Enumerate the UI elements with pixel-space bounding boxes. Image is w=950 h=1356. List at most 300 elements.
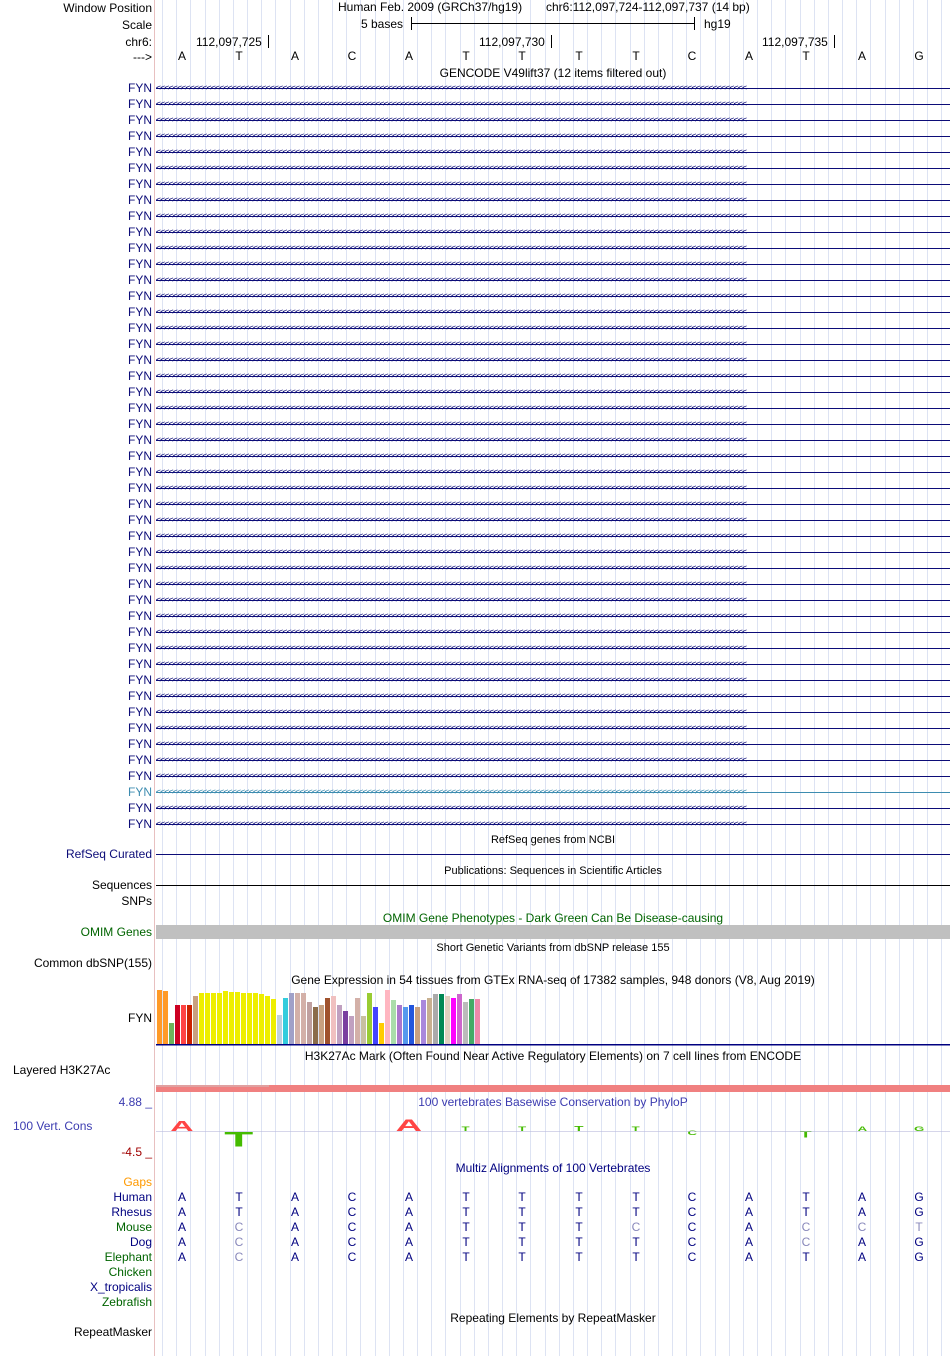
alignment-base: A <box>744 1220 753 1234</box>
conservation-label[interactable]: 100 Vert. Cons <box>13 1119 93 1133</box>
gtex-tissue-bar[interactable] <box>391 1000 396 1044</box>
gtex-tissue-bar[interactable] <box>193 996 198 1044</box>
scale-bar-left-tick <box>411 17 412 30</box>
track-display[interactable] <box>156 0 950 1356</box>
h3k27ac-signal[interactable] <box>156 1085 950 1092</box>
gencode-transcript[interactable] <box>156 801 950 815</box>
alignment-base: T <box>518 1190 526 1204</box>
gencode-transcript[interactable] <box>156 705 950 719</box>
gencode-gene-label[interactable]: FYN <box>128 113 152 127</box>
alignment-base: T <box>802 1250 810 1264</box>
gencode-transcript[interactable] <box>156 673 950 687</box>
alignment-base: A <box>290 1220 299 1234</box>
refseq-gene-line[interactable] <box>156 854 950 855</box>
reference-base: T <box>802 49 810 63</box>
alignment-base: T <box>575 1190 583 1204</box>
alignment-base: C <box>347 1205 357 1219</box>
gencode-gene-label[interactable]: FYN <box>128 353 152 367</box>
gencode-transcript[interactable] <box>156 753 950 767</box>
reference-base: A <box>857 49 866 63</box>
gencode-transcript[interactable] <box>156 177 950 191</box>
reference-base: C <box>687 49 697 63</box>
reference-base: T <box>462 49 470 63</box>
alignment-base: A <box>857 1250 866 1264</box>
alignment-base: T <box>235 1190 243 1204</box>
gencode-transcript[interactable] <box>156 497 950 511</box>
alignment-base: T <box>462 1220 470 1234</box>
refseq-label[interactable]: RefSeq Curated <box>65 847 152 861</box>
gencode-gene-label[interactable]: FYN <box>128 449 152 463</box>
gtex-tissue-bar[interactable] <box>223 991 228 1044</box>
gencode-transcript[interactable] <box>156 113 950 127</box>
gencode-gene-label[interactable]: FYN <box>128 433 152 447</box>
gtex-tissue-bar[interactable] <box>175 1005 180 1044</box>
gtex-tissue-bar[interactable] <box>205 993 210 1044</box>
coord-tick-mark-2 <box>551 35 552 48</box>
chr-label: chr6: <box>125 35 152 49</box>
conservation-max-label: 4.88 _ <box>118 1095 152 1109</box>
alignment-base: C <box>687 1235 697 1249</box>
alignment-base: C <box>347 1235 357 1249</box>
gtex-tissue-bar[interactable] <box>475 999 480 1044</box>
gtex-tissue-bar[interactable] <box>259 994 264 1044</box>
gencode-gene-label[interactable]: FYN <box>128 273 152 287</box>
strand-arrows-icon: <<<<<<<<<<<<<<<<<<<<<<<<<<<<<<<<<<<<<<<<<<<<<<<<<<<<<<<<<<<<<<<<<<<<<<<<<<<<<<<<<<<<<<<<<<<<<<<<<<<<<<<<<<<<<<<<<<<<<<<<<<<<<<<<<<<<<<<<<<<< <box>156 803 747 812</box>
scale-db: hg19 <box>704 17 731 31</box>
strand-arrows-icon: <<<<<<<<<<<<<<<<<<<<<<<<<<<<<<<<<<<<<<<<<<<<<<<<<<<<<<<<<<<<<<<<<<<<<<<<<<<<<<<<<<<<<<<<<<<<<<<<<<<<<<<<<<<<<<<<<<<<<<<<<<<<<<<<<<<<<<<<<<<< <box>156 131 747 140</box>
alignment-base: A <box>404 1205 413 1219</box>
species-label: Human <box>113 1190 152 1204</box>
omim-label[interactable]: OMIM Genes <box>80 925 152 939</box>
strand-arrows-icon: <<<<<<<<<<<<<<<<<<<<<<<<<<<<<<<<<<<<<<<<<<<<<<<<<<<<<<<<<<<<<<<<<<<<<<<<<<<<<<<<<<<<<<<<<<<<<<<<<<<<<<<<<<<<<<<<<<<<<<<<<<<<<<<<<<<<<<<<<<<< <box>156 787 747 796</box>
gtex-tissue-bar[interactable] <box>169 1023 174 1044</box>
gencode-track-title: GENCODE V49lift37 (12 items filtered out) <box>439 66 667 80</box>
alignment-base: A <box>857 1205 866 1219</box>
gencode-gene-label[interactable]: FYN <box>128 753 152 767</box>
species-label: Dog <box>129 1235 152 1249</box>
gencode-transcript[interactable] <box>156 545 950 559</box>
gtex-bar-chart[interactable] <box>156 988 950 1046</box>
gencode-gene-label[interactable]: FYN <box>128 801 152 815</box>
gtex-tissue-bar[interactable] <box>277 1015 282 1044</box>
coord-tick-2: 112,097,730 <box>479 35 545 49</box>
gencode-transcript[interactable] <box>156 129 950 143</box>
gencode-transcript[interactable] <box>156 529 950 543</box>
gtex-tissue-bar[interactable] <box>409 1005 414 1044</box>
gencode-transcript[interactable] <box>156 721 950 735</box>
alignment-base: T <box>575 1235 583 1249</box>
repeatmasker-label[interactable]: RepeatMasker <box>73 1325 152 1339</box>
phylop-base-glyph: A <box>395 1116 423 1136</box>
gencode-gene-label[interactable]: FYN <box>128 337 152 351</box>
gencode-gene-label[interactable]: FYN <box>128 417 152 431</box>
gencode-transcript[interactable] <box>156 257 950 271</box>
strand-arrows-icon: <<<<<<<<<<<<<<<<<<<<<<<<<<<<<<<<<<<<<<<<<<<<<<<<<<<<<<<<<<<<<<<<<<<<<<<<<<<<<<<<<<<<<<<<<<<<<<<<<<<<<<<<<<<<<<<<<<<<<<<<<<<<<<<<<<<<<<<<<<<< <box>156 419 747 428</box>
strand-arrows-icon: <<<<<<<<<<<<<<<<<<<<<<<<<<<<<<<<<<<<<<<<<<<<<<<<<<<<<<<<<<<<<<<<<<<<<<<<<<<<<<<<<<<<<<<<<<<<<<<<<<<<<<<<<<<<<<<<<<<<<<<<<<<<<<<<<<<<<<<<<<<< <box>156 291 747 300</box>
gencode-gene-label[interactable]: FYN <box>128 593 152 607</box>
strand-arrows-icon: <<<<<<<<<<<<<<<<<<<<<<<<<<<<<<<<<<<<<<<<<<<<<<<<<<<<<<<<<<<<<<<<<<<<<<<<<<<<<<<<<<<<<<<<<<<<<<<<<<<<<<<<<<<<<<<<<<<<<<<<<<<<<<<<<<<<<<<<<<<< <box>156 307 747 316</box>
phylop-base-glyph: T <box>224 1127 254 1152</box>
gencode-gene-label[interactable]: FYN <box>128 177 152 191</box>
phylop-base-glyph: C <box>687 1130 698 1137</box>
alignment-base: T <box>462 1235 470 1249</box>
gtex-tissue-bar[interactable] <box>331 996 336 1044</box>
alignment-base: T <box>632 1250 640 1264</box>
gencode-gene-label[interactable]: FYN <box>128 785 152 799</box>
alignment-base: G <box>914 1235 924 1249</box>
gtex-tissue-bar[interactable] <box>415 1007 420 1044</box>
gencode-gene-label[interactable]: FYN <box>128 641 152 655</box>
gencode-gene-label[interactable]: FYN <box>128 97 152 111</box>
alignment-base: C <box>347 1220 357 1234</box>
gencode-transcript[interactable] <box>156 625 950 639</box>
alignment-base: A <box>290 1250 299 1264</box>
alignment-base: T <box>518 1235 526 1249</box>
gtex-tissue-bar[interactable] <box>199 993 204 1044</box>
phylop-base-glyph: T <box>461 1126 470 1133</box>
gencode-transcript[interactable] <box>156 241 950 255</box>
gtex-tissue-bar[interactable] <box>445 996 450 1044</box>
strand-arrows-icon: <<<<<<<<<<<<<<<<<<<<<<<<<<<<<<<<<<<<<<<<<<<<<<<<<<<<<<<<<<<<<<<<<<<<<<<<<<<<<<<<<<<<<<<<<<<<<<<<<<<<<<<<<<<<<<<<<<<<<<<<<<<<<<<<<<<<<<<<<<<< <box>156 259 747 268</box>
strand-arrows-icon: <<<<<<<<<<<<<<<<<<<<<<<<<<<<<<<<<<<<<<<<<<<<<<<<<<<<<<<<<<<<<<<<<<<<<<<<<<<<<<<<<<<<<<<<<<<<<<<<<<<<<<<<<<<<<<<<<<<<<<<<<<<<<<<<<<<<<<<<<<<< <box>156 499 747 508</box>
phylop-logo[interactable] <box>156 1110 950 1160</box>
phylop-base-glyph: T <box>518 1126 527 1133</box>
gencode-gene-label[interactable]: FYN <box>128 161 152 175</box>
h3k27ac-label[interactable]: Layered H3K27Ac <box>13 1063 111 1077</box>
gtex-tissue-bar[interactable] <box>373 1007 378 1044</box>
gencode-transcript[interactable] <box>156 737 950 751</box>
reference-base: A <box>290 49 299 63</box>
gencode-gene-label[interactable]: FYN <box>128 497 152 511</box>
strand-arrows-icon: <<<<<<<<<<<<<<<<<<<<<<<<<<<<<<<<<<<<<<<<<<<<<<<<<<<<<<<<<<<<<<<<<<<<<<<<<<<<<<<<<<<<<<<<<<<<<<<<<<<<<<<<<<<<<<<<<<<<<<<<<<<<<<<<<<<<<<<<<<<< <box>156 179 747 188</box>
strand-arrows-icon: <<<<<<<<<<<<<<<<<<<<<<<<<<<<<<<<<<<<<<<<<<<<<<<<<<<<<<<<<<<<<<<<<<<<<<<<<<<<<<<<<<<<<<<<<<<<<<<<<<<<<<<<<<<<<<<<<<<<<<<<<<<<<<<<<<<<<<<<<<<< <box>156 723 747 732</box>
gtex-tissue-bar[interactable] <box>313 1007 318 1044</box>
strand-arrows-icon: <<<<<<<<<<<<<<<<<<<<<<<<<<<<<<<<<<<<<<<<<<<<<<<<<<<<<<<<<<<<<<<<<<<<<<<<<<<<<<<<<<<<<<<<<<<<<<<<<<<<<<<<<<<<<<<<<<<<<<<<<<<<<<<<<<<<<<<<<<<< <box>156 147 747 156</box>
strand-arrows-icon: <<<<<<<<<<<<<<<<<<<<<<<<<<<<<<<<<<<<<<<<<<<<<<<<<<<<<<<<<<<<<<<<<<<<<<<<<<<<<<<<<<<<<<<<<<<<<<<<<<<<<<<<<<<<<<<<<<<<<<<<<<<<<<<<<<<<<<<<<<<< <box>156 819 747 828</box>
snps-label[interactable]: SNPs <box>121 894 152 908</box>
gencode-gene-label[interactable]: FYN <box>128 145 152 159</box>
gencode-gene-label[interactable]: FYN <box>128 609 152 623</box>
gencode-transcript[interactable] <box>156 513 950 527</box>
conservation-min-label: -4.5 _ <box>121 1145 152 1159</box>
alignment-base: T <box>632 1205 640 1219</box>
alignment-base: A <box>177 1235 186 1249</box>
species-label: Zebrafish <box>101 1295 152 1309</box>
alignment-base: T <box>518 1220 526 1234</box>
gencode-gene-label[interactable]: FYN <box>128 209 152 223</box>
gtex-tissue-bar[interactable] <box>325 998 330 1044</box>
strand-arrows-icon: <<<<<<<<<<<<<<<<<<<<<<<<<<<<<<<<<<<<<<<<<<<<<<<<<<<<<<<<<<<<<<<<<<<<<<<<<<<<<<<<<<<<<<<<<<<<<<<<<<<<<<<<<<<<<<<<<<<<<<<<<<<<<<<<<<<<<<<<<<<< <box>156 547 747 556</box>
strand-arrows-icon: <<<<<<<<<<<<<<<<<<<<<<<<<<<<<<<<<<<<<<<<<<<<<<<<<<<<<<<<<<<<<<<<<<<<<<<<<<<<<<<<<<<<<<<<<<<<<<<<<<<<<<<<<<<<<<<<<<<<<<<<<<<<<<<<<<<<<<<<<<<< <box>156 163 747 172</box>
gtex-tissue-bar[interactable] <box>157 990 162 1044</box>
gtex-tissue-bar[interactable] <box>469 999 474 1044</box>
gtex-tissue-bar[interactable] <box>247 993 252 1044</box>
gtex-tissue-bar[interactable] <box>217 993 222 1044</box>
gencode-gene-label[interactable]: FYN <box>128 385 152 399</box>
publications-line[interactable] <box>156 885 950 886</box>
strand-arrows-icon: <<<<<<<<<<<<<<<<<<<<<<<<<<<<<<<<<<<<<<<<<<<<<<<<<<<<<<<<<<<<<<<<<<<<<<<<<<<<<<<<<<<<<<<<<<<<<<<<<<<<<<<<<<<<<<<<<<<<<<<<<<<<<<<<<<<<<<<<<<<< <box>156 195 747 204</box>
gtex-tissue-bar[interactable] <box>283 998 288 1044</box>
alignment-base: C <box>631 1220 641 1234</box>
alignment-base: C <box>687 1220 697 1234</box>
gencode-gene-label[interactable]: FYN <box>128 321 152 335</box>
strand-arrows-icon: <<<<<<<<<<<<<<<<<<<<<<<<<<<<<<<<<<<<<<<<<<<<<<<<<<<<<<<<<<<<<<<<<<<<<<<<<<<<<<<<<<<<<<<<<<<<<<<<<<<<<<<<<<<<<<<<<<<<<<<<<<<<<<<<<<<<<<<<<<<< <box>156 771 747 780</box>
h3k27ac-signal-shoulder <box>156 1085 269 1087</box>
gencode-gene-label[interactable]: FYN <box>128 721 152 735</box>
gtex-tissue-bar[interactable] <box>265 996 270 1044</box>
alignment-base: A <box>290 1235 299 1249</box>
gtex-tissue-bar[interactable] <box>349 1016 354 1044</box>
gencode-gene-label[interactable]: FYN <box>128 129 152 143</box>
gencode-transcript[interactable] <box>156 305 950 319</box>
alignment-base: C <box>801 1220 811 1234</box>
reference-base: T <box>575 49 583 63</box>
gencode-transcript[interactable] <box>156 321 950 335</box>
strand-arrows-icon: <<<<<<<<<<<<<<<<<<<<<<<<<<<<<<<<<<<<<<<<<<<<<<<<<<<<<<<<<<<<<<<<<<<<<<<<<<<<<<<<<<<<<<<<<<<<<<<<<<<<<<<<<<<<<<<<<<<<<<<<<<<<<<<<<<<<<<<<<<<< <box>156 243 747 252</box>
alignment-base: C <box>347 1190 357 1204</box>
strand-arrows-icon: <<<<<<<<<<<<<<<<<<<<<<<<<<<<<<<<<<<<<<<<<<<<<<<<<<<<<<<<<<<<<<<<<<<<<<<<<<<<<<<<<<<<<<<<<<<<<<<<<<<<<<<<<<<<<<<<<<<<<<<<<<<<<<<<<<<<<<<<<<<< <box>156 339 747 348</box>
dbsnp-label[interactable]: Common dbSNP(155) <box>33 956 152 970</box>
strand-arrows-icon: <<<<<<<<<<<<<<<<<<<<<<<<<<<<<<<<<<<<<<<<<<<<<<<<<<<<<<<<<<<<<<<<<<<<<<<<<<<<<<<<<<<<<<<<<<<<<<<<<<<<<<<<<<<<<<<<<<<<<<<<<<<<<<<<<<<<<<<<<<<< <box>156 563 747 572</box>
alignment-base: A <box>177 1205 186 1219</box>
gencode-gene-label[interactable]: FYN <box>128 225 152 239</box>
reference-base: T <box>518 49 526 63</box>
publications-track-title: Publications: Sequences in Scientific Articles <box>444 865 662 877</box>
strand-arrows-icon: <<<<<<<<<<<<<<<<<<<<<<<<<<<<<<<<<<<<<<<<<<<<<<<<<<<<<<<<<<<<<<<<<<<<<<<<<<<<<<<<<<<<<<<<<<<<<<<<<<<<<<<<<<<<<<<<<<<<<<<<<<<<<<<<<<<<<<<<<<<< <box>156 659 747 668</box>
gtex-tissue-bar[interactable] <box>385 990 390 1044</box>
strand-arrows-icon: <<<<<<<<<<<<<<<<<<<<<<<<<<<<<<<<<<<<<<<<<<<<<<<<<<<<<<<<<<<<<<<<<<<<<<<<<<<<<<<<<<<<<<<<<<<<<<<<<<<<<<<<<<<<<<<<<<<<<<<<<<<<<<<<<<<<<<<<<<<< <box>156 739 747 748</box>
gencode-gene-label[interactable]: FYN <box>128 705 152 719</box>
gencode-gene-label[interactable]: FYN <box>128 241 152 255</box>
gtex-tissue-bar[interactable] <box>337 1005 342 1044</box>
gencode-transcript[interactable] <box>156 97 950 111</box>
alignment-base: C <box>687 1205 697 1219</box>
track-label-column <box>0 0 155 1356</box>
refseq-track-title: RefSeq genes from NCBI <box>490 834 616 846</box>
gencode-gene-label[interactable]: FYN <box>128 817 152 831</box>
gencode-gene-label[interactable]: FYN <box>128 369 152 383</box>
alignment-base: A <box>404 1220 413 1234</box>
gencode-transcript[interactable] <box>156 289 950 303</box>
conservation-track-title: 100 vertebrates Basewise Conservation by PhyloP <box>418 1095 688 1109</box>
alignment-base: C <box>857 1220 867 1234</box>
gencode-transcript[interactable] <box>156 785 950 799</box>
gtex-tissue-bar[interactable] <box>433 994 438 1044</box>
alignment-base: A <box>290 1190 299 1204</box>
alignment-base: A <box>290 1205 299 1219</box>
gencode-transcript[interactable] <box>156 145 950 159</box>
gencode-gene-label[interactable]: FYN <box>128 193 152 207</box>
strand-arrows-icon: <<<<<<<<<<<<<<<<<<<<<<<<<<<<<<<<<<<<<<<<<<<<<<<<<<<<<<<<<<<<<<<<<<<<<<<<<<<<<<<<<<<<<<<<<<<<<<<<<<<<<<<<<<<<<<<<<<<<<<<<<<<<<<<<<<<<<<<<<<<< <box>156 531 747 540</box>
gtex-tissue-bar[interactable] <box>427 998 432 1044</box>
gencode-gene-label[interactable]: FYN <box>128 305 152 319</box>
alignment-base: A <box>744 1250 753 1264</box>
gencode-transcript[interactable] <box>156 657 950 671</box>
alignment-base: A <box>404 1250 413 1264</box>
strand-arrows-icon: <<<<<<<<<<<<<<<<<<<<<<<<<<<<<<<<<<<<<<<<<<<<<<<<<<<<<<<<<<<<<<<<<<<<<<<<<<<<<<<<<<<<<<<<<<<<<<<<<<<<<<<<<<<<<<<<<<<<<<<<<<<<<<<<<<<<<<<<<<<< <box>156 707 747 716</box>
gencode-transcript[interactable] <box>156 769 950 783</box>
alignment-base: T <box>462 1205 470 1219</box>
gtex-tissue-bar[interactable] <box>211 993 216 1044</box>
alignment-base: T <box>518 1205 526 1219</box>
gtex-tissue-bar[interactable] <box>367 993 372 1044</box>
alignment-base: A <box>744 1235 753 1249</box>
reference-base: C <box>347 49 357 63</box>
gencode-transcript[interactable] <box>156 81 950 95</box>
sequences-label[interactable]: Sequences <box>91 878 152 892</box>
gencode-gene-label[interactable]: FYN <box>128 769 152 783</box>
label-divider <box>154 0 155 1356</box>
gencode-transcript[interactable] <box>156 433 950 447</box>
phylop-base-glyph: T <box>574 1125 584 1133</box>
gencode-transcript[interactable] <box>156 401 950 415</box>
gtex-track-title: Gene Expression in 54 tissues from GTEx RNA-seq of 17382 samples, 948 donors (V8, Aug 2019) <box>291 973 815 987</box>
gencode-transcript[interactable] <box>156 353 950 367</box>
gtex-tissue-bar[interactable] <box>439 994 444 1044</box>
gencode-gene-label[interactable]: FYN <box>128 481 152 495</box>
gencode-gene-label[interactable]: FYN <box>128 625 152 639</box>
strand-arrows-icon: <<<<<<<<<<<<<<<<<<<<<<<<<<<<<<<<<<<<<<<<<<<<<<<<<<<<<<<<<<<<<<<<<<<<<<<<<<<<<<<<<<<<<<<<<<<<<<<<<<<<<<<<<<<<<<<<<<<<<<<<<<<<<<<<<<<<<<<<<<<< <box>156 403 747 412</box>
gencode-transcript[interactable] <box>156 817 950 831</box>
gtex-tissue-bar[interactable] <box>343 1011 348 1044</box>
strand-arrows-icon: <<<<<<<<<<<<<<<<<<<<<<<<<<<<<<<<<<<<<<<<<<<<<<<<<<<<<<<<<<<<<<<<<<<<<<<<<<<<<<<<<<<<<<<<<<<<<<<<<<<<<<<<<<<<<<<<<<<<<<<<<<<<<<<<<<<<<<<<<<<< <box>156 387 747 396</box>
gtex-tissue-bar[interactable] <box>457 994 462 1044</box>
gencode-transcript[interactable] <box>156 593 950 607</box>
gtex-tissue-bar[interactable] <box>241 993 246 1044</box>
gencode-gene-label[interactable]: FYN <box>128 657 152 671</box>
gencode-gene-label[interactable]: FYN <box>128 81 152 95</box>
gtex-tissue-bar[interactable] <box>181 1005 186 1044</box>
gtex-tissue-bar[interactable] <box>295 993 300 1044</box>
gencode-gene-label[interactable]: FYN <box>128 737 152 751</box>
gencode-transcript[interactable] <box>156 369 950 383</box>
coord-tick-mark-3 <box>834 35 835 48</box>
strand-arrows-icon: <<<<<<<<<<<<<<<<<<<<<<<<<<<<<<<<<<<<<<<<<<<<<<<<<<<<<<<<<<<<<<<<<<<<<<<<<<<<<<<<<<<<<<<<<<<<<<<<<<<<<<<<<<<<<<<<<<<<<<<<<<<<<<<<<<<<<<<<<<<< <box>156 211 747 220</box>
gencode-transcript[interactable] <box>156 273 950 287</box>
strand-arrows-icon: <<<<<<<<<<<<<<<<<<<<<<<<<<<<<<<<<<<<<<<<<<<<<<<<<<<<<<<<<<<<<<<<<<<<<<<<<<<<<<<<<<<<<<<<<<<<<<<<<<<<<<<<<<<<<<<<<<<<<<<<<<<<<<<<<<<<<<<<<<<< <box>156 355 747 364</box>
species-label: Rhesus <box>111 1205 152 1219</box>
gtex-tissue-bar[interactable] <box>361 1016 366 1044</box>
gtex-tissue-bar[interactable] <box>451 998 456 1044</box>
gencode-gene-label[interactable]: FYN <box>128 529 152 543</box>
gencode-gene-label[interactable]: FYN <box>128 545 152 559</box>
gencode-transcript[interactable] <box>156 193 950 207</box>
gtex-tissue-bar[interactable] <box>271 999 276 1044</box>
coord-tick-1: 112,097,725 <box>196 35 262 49</box>
gencode-gene-label[interactable]: FYN <box>128 257 152 271</box>
gtex-tissue-bar[interactable] <box>253 993 258 1044</box>
strand-arrows-icon: <<<<<<<<<<<<<<<<<<<<<<<<<<<<<<<<<<<<<<<<<<<<<<<<<<<<<<<<<<<<<<<<<<<<<<<<<<<<<<<<<<<<<<<<<<<<<<<<<<<<<<<<<<<<<<<<<<<<<<<<<<<<<<<<<<<<<<<<<<<< <box>156 483 747 492</box>
gencode-transcript[interactable] <box>156 161 950 175</box>
gencode-gene-label[interactable]: FYN <box>128 289 152 303</box>
reference-base: A <box>404 49 413 63</box>
gencode-transcript[interactable] <box>156 209 950 223</box>
phylop-base-glyph: T <box>799 1129 812 1140</box>
gtex-tissue-bar[interactable] <box>463 1002 468 1044</box>
gencode-transcript[interactable] <box>156 481 950 495</box>
gencode-gene-label[interactable]: FYN <box>128 465 152 479</box>
gencode-gene-label[interactable]: FYN <box>128 401 152 415</box>
gtex-tissue-bar[interactable] <box>355 998 360 1044</box>
omim-track-title: OMIM Gene Phenotypes - Dark Green Can Be Disease-causing <box>382 911 724 925</box>
gtex-label[interactable]: FYN <box>128 1011 152 1025</box>
gencode-transcript[interactable] <box>156 449 950 463</box>
alignment-base: A <box>744 1205 753 1219</box>
reference-base: A <box>177 49 186 63</box>
scale-bar <box>411 23 694 24</box>
gencode-transcript[interactable] <box>156 385 950 399</box>
gencode-transcript[interactable] <box>156 641 950 655</box>
gtex-tissue-bar[interactable] <box>235 992 240 1044</box>
reference-base: G <box>914 49 924 63</box>
alignment-base: A <box>744 1190 753 1204</box>
strand-arrows-icon: <<<<<<<<<<<<<<<<<<<<<<<<<<<<<<<<<<<<<<<<<<<<<<<<<<<<<<<<<<<<<<<<<<<<<<<<<<<<<<<<<<<<<<<<<<<<<<<<<<<<<<<<<<<<<<<<<<<<<<<<<<<<<<<<<<<<<<<<<<<< <box>156 227 747 236</box>
omim-bar[interactable] <box>156 925 950 939</box>
alignment-base: T <box>462 1250 470 1264</box>
alignment-base: C <box>687 1250 697 1264</box>
species-label: Chicken <box>108 1265 152 1279</box>
gencode-transcript[interactable] <box>156 417 950 431</box>
alignment-base: T <box>802 1205 810 1219</box>
strand-arrows-icon: <<<<<<<<<<<<<<<<<<<<<<<<<<<<<<<<<<<<<<<<<<<<<<<<<<<<<<<<<<<<<<<<<<<<<<<<<<<<<<<<<<<<<<<<<<<<<<<<<<<<<<<<<<<<<<<<<<<<<<<<<<<<<<<<<<<<<<<<<<<< <box>156 611 747 620</box>
gaps-label: Gaps <box>123 1175 152 1189</box>
gencode-transcript[interactable] <box>156 465 950 479</box>
gtex-tissue-bar[interactable] <box>319 1005 324 1044</box>
gtex-tissue-bar[interactable] <box>163 991 168 1044</box>
reference-base: T <box>235 49 243 63</box>
gencode-transcript[interactable] <box>156 689 950 703</box>
species-label: Elephant <box>104 1250 152 1264</box>
gtex-tissue-bar[interactable] <box>397 1005 402 1044</box>
alignment-base: T <box>575 1220 583 1234</box>
gtex-tissue-bar[interactable] <box>403 1007 408 1044</box>
gtex-tissue-bar[interactable] <box>289 993 294 1044</box>
gencode-transcript[interactable] <box>156 609 950 623</box>
strand-label: ---> <box>133 50 152 64</box>
gtex-tissue-bar[interactable] <box>421 1000 426 1044</box>
gtex-tissue-bar[interactable] <box>301 993 306 1044</box>
strand-arrows-icon: <<<<<<<<<<<<<<<<<<<<<<<<<<<<<<<<<<<<<<<<<<<<<<<<<<<<<<<<<<<<<<<<<<<<<<<<<<<<<<<<<<<<<<<<<<<<<<<<<<<<<<<<<<<<<<<<<<<<<<<<<<<<<<<<<<<<<<<<<<<< <box>156 275 747 284</box>
alignment-base: G <box>914 1190 924 1204</box>
gencode-gene-label[interactable]: FYN <box>128 513 152 527</box>
scale-label: Scale <box>121 18 152 32</box>
gtex-tissue-bar[interactable] <box>229 992 234 1044</box>
dbsnp-track-title: Short Genetic Variants from dbSNP release 155 <box>436 942 670 954</box>
scale-bar-right-tick <box>694 17 695 30</box>
gencode-gene-label[interactable]: FYN <box>128 673 152 687</box>
alignment-base: T <box>235 1205 243 1219</box>
gtex-tissue-bar[interactable] <box>187 1005 192 1044</box>
gtex-tissue-bar[interactable] <box>379 1023 384 1044</box>
gencode-gene-label[interactable]: FYN <box>128 577 152 591</box>
alignment-base: A <box>177 1250 186 1264</box>
gencode-gene-label[interactable]: FYN <box>128 561 152 575</box>
alignment-base: C <box>234 1220 244 1234</box>
gencode-transcript[interactable] <box>156 337 950 351</box>
gencode-transcript[interactable] <box>156 225 950 239</box>
strand-arrows-icon: <<<<<<<<<<<<<<<<<<<<<<<<<<<<<<<<<<<<<<<<<<<<<<<<<<<<<<<<<<<<<<<<<<<<<<<<<<<<<<<<<<<<<<<<<<<<<<<<<<<<<<<<<<<<<<<<<<<<<<<<<<<<<<<<<<<<<<<<<<<< <box>156 83 747 92</box>
gencode-transcript[interactable] <box>156 561 950 575</box>
gencode-transcript[interactable] <box>156 577 950 591</box>
phylop-base-glyph: A <box>857 1126 868 1133</box>
alignment-base: A <box>404 1235 413 1249</box>
phylop-base-glyph: A <box>170 1118 194 1135</box>
gtex-tissue-bar[interactable] <box>307 1002 312 1044</box>
gencode-gene-label[interactable]: FYN <box>128 689 152 703</box>
coord-tick-mark-1 <box>268 35 269 48</box>
alignment-base: T <box>802 1190 810 1204</box>
strand-arrows-icon: <<<<<<<<<<<<<<<<<<<<<<<<<<<<<<<<<<<<<<<<<<<<<<<<<<<<<<<<<<<<<<<<<<<<<<<<<<<<<<<<<<<<<<<<<<<<<<<<<<<<<<<<<<<<<<<<<<<<<<<<<<<<<<<<<<<<<<<<<<<< <box>156 579 747 588</box>
